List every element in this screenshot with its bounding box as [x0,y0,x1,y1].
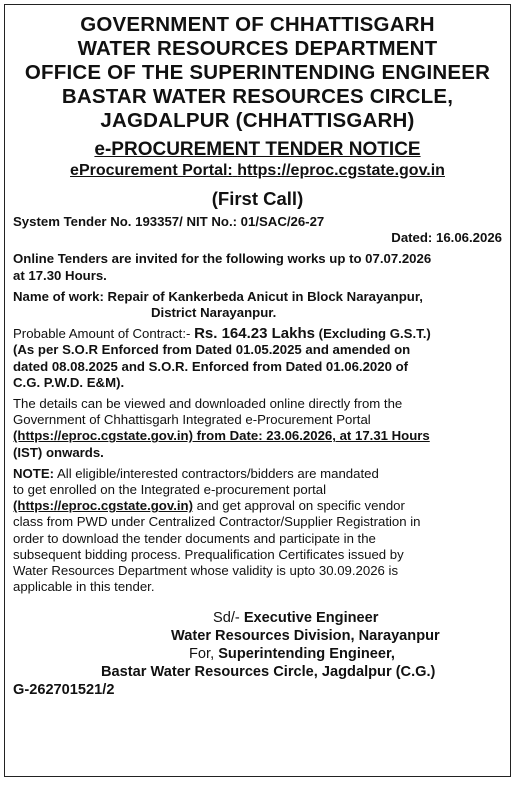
invite-line-2: at 17.30 Hours. [13,267,107,283]
note-portal-link[interactable]: (https://eproc.cgstate.gov.in) [13,498,193,514]
work-label: Name of work: [13,288,104,304]
note-line-4: class from PWD under Centralized Contractor/Supplier Registration in [13,514,421,530]
signature-division: Water Resources Division, Narayanpur [171,628,440,645]
signature-circle: Bastar Water Resources Circle, Jagdalpur (C.G.) [101,664,436,681]
note-line-5: order to download the tender documents and participate in the [13,530,376,546]
signature-line-3 [13,645,502,663]
note-line-6: subsequent bidding process. Prequalification Certificates issued by [13,546,404,562]
header-line-4: BASTAR WATER RESOURCES CIRCLE, [61,85,454,108]
amount-gst: (Excluding G.S.T.) [318,326,431,342]
note-line-7: Water Resources Department whose validity is upto 30.09.2026 is [13,563,399,579]
header-line-5: JAGDALPUR (CHHATTISGARH) [100,109,415,132]
call-label: (First Call) [211,188,304,209]
work-line-1 [13,289,502,305]
system-tender-number: System Tender No. 193357/ NIT No.: 01/SAC/26-27 [13,214,325,229]
portal-label: eProcurement Portal: [70,162,233,179]
signature-for: For, [189,646,215,663]
signature-line-1 [13,609,502,627]
amount-line-2: (As per S.O.R Enforced from Dated 01.05.2025 and amended on [13,342,411,358]
note-line-8: applicable in this tender. [13,579,155,595]
notice-title-text: e-PROCUREMENT TENDER NOTICE [94,139,421,160]
signature-sd: Sd/- [213,610,240,627]
amount-value: Rs. 164.23 Lakhs [194,325,315,343]
tender-date: Dated: 16.06.2026 [391,230,502,246]
amount-line-4: C.G. P.W.D. E&M). [13,374,125,390]
signature-for-title: Superintending Engineer, [218,646,395,663]
note-label: NOTE: [13,465,55,481]
amount-line-3: dated 08.08.2025 and S.O.R. Enforced from Dated 01.06.2020 of [13,358,409,374]
tender-notice [4,4,511,777]
details-line-1: The details can be viewed and downloaded online directly from the [13,396,403,412]
work-line-2: District Narayanpur. [151,305,277,321]
header-line-3: OFFICE OF THE SUPERINTENDING ENGINEER [24,61,491,84]
amount-label: Probable Amount of Contract:- [13,326,191,342]
details-line-3[interactable]: (https://eproc.cgstate.gov.in) from Date: 23.06.2026, at 17.31 Hours [13,428,430,444]
note-text-1: All eligible/interested contractors/bidders are mandated [56,465,379,481]
details-line-2: Government of Chhattisgarh Integrated e-Procurement Portal [13,412,371,428]
invite-line-1: Online Tenders are invited for the following works up to 07.07.2026 [13,251,432,267]
note-line-1 [13,466,502,482]
details-line-4: (IST) onwards. [13,444,104,460]
signature-designation: Executive Engineer [243,610,379,627]
work-name: Repair of Kankerbeda Anicut in Block Narayanpur, [107,288,423,304]
amount-line-1 [13,326,502,342]
portal-link[interactable]: https://eproc.cgstate.gov.in [237,162,445,179]
portal-line [13,161,502,181]
header-line-1: GOVERNMENT OF CHHATTISGARH [80,13,435,36]
note-line-2: to get enrolled on the Integrated e-procurement portal [13,482,327,498]
header-line-2: WATER RESOURCES DEPARTMENT [77,37,438,60]
note-line-3 [13,498,502,514]
notice-title [13,138,502,161]
note-text-3: and get approval on specific vendor [196,498,405,514]
reference-number: G-262701521/2 [13,682,115,699]
